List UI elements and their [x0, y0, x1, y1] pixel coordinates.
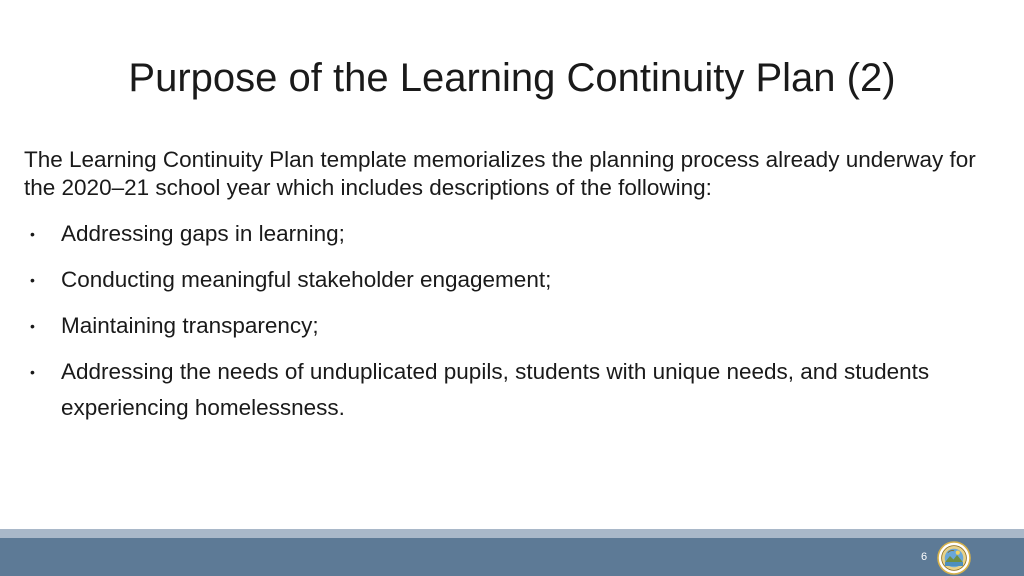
list-item-text: Maintaining transparency; [61, 313, 319, 338]
bullet-icon: • [30, 272, 35, 288]
list-item [24, 308, 984, 344]
list-item-text: Addressing the needs of unduplicated pupils, students with unique needs, and students experiencing homelessness. [61, 359, 930, 420]
page-number: 6 [920, 551, 928, 563]
list-item [24, 354, 984, 426]
list-item-text: Conducting meaningful stakeholder engagement; [61, 267, 552, 292]
intro-paragraph: The Learning Continuity Plan template memorializes the planning process already underway for the 2020–21 school year which includes descriptions of the following: [24, 147, 976, 200]
slide-content [24, 146, 984, 426]
list-item [24, 216, 984, 252]
footer-accent-line [0, 529, 1024, 538]
bullet-list [24, 216, 984, 426]
slide-title: Purpose of the Learning Continuity Plan (2) [128, 56, 896, 100]
state-seal-icon [937, 541, 971, 575]
bullet-icon: • [30, 226, 35, 242]
footer-bar [0, 538, 1024, 576]
list-item [24, 262, 984, 298]
bullet-icon: • [30, 318, 35, 334]
list-item-text: Addressing gaps in learning; [61, 221, 345, 246]
bullet-icon: • [30, 364, 35, 380]
